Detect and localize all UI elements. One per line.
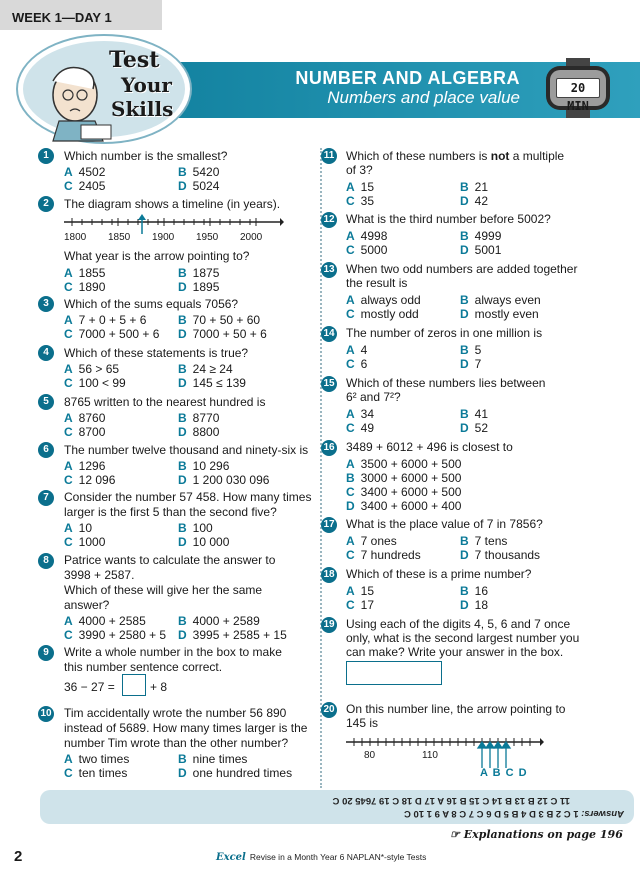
arrow-labels: A B C D bbox=[480, 767, 528, 779]
question-number: 2 bbox=[38, 196, 54, 212]
option-c[interactable]: C 7 hundreds bbox=[346, 548, 421, 562]
option-d[interactable]: D 8800 bbox=[178, 425, 220, 439]
page-subtitle: Numbers and place value bbox=[327, 88, 520, 107]
question-number: 15 bbox=[321, 376, 337, 392]
option-b[interactable]: B 16 bbox=[460, 584, 489, 598]
question-number: 11 bbox=[321, 148, 337, 164]
option-d[interactable]: D 10 000 bbox=[178, 535, 230, 549]
question-number: 18 bbox=[321, 567, 337, 583]
option-a[interactable]: A 15 bbox=[346, 180, 375, 194]
option-c[interactable]: C 12 096 bbox=[64, 473, 116, 487]
question-stem: What is the place value of 7 in 7856? bbox=[346, 517, 543, 531]
option-c[interactable]: C 7000 + 500 + 6 bbox=[64, 327, 160, 341]
option-b[interactable]: B 4999 bbox=[460, 229, 502, 243]
option-b[interactable]: B 41 bbox=[460, 407, 489, 421]
test-your-skills-badge bbox=[18, 36, 190, 142]
question-number: 4 bbox=[38, 345, 54, 361]
option-a[interactable]: A two times bbox=[64, 752, 130, 766]
option-a[interactable]: A 15 bbox=[346, 584, 375, 598]
option-c[interactable]: C 5000 bbox=[346, 243, 388, 257]
question-stem: Consider the number 57 458. How many times bbox=[64, 490, 312, 504]
badge-word-skills: Skills bbox=[111, 97, 174, 121]
option-c[interactable]: C 17 bbox=[346, 598, 375, 612]
option-c[interactable]: C ten times bbox=[64, 766, 128, 780]
question-stem: Which of these statements is true? bbox=[64, 346, 249, 360]
option-b[interactable]: B 100 bbox=[178, 521, 213, 535]
question-number: 17 bbox=[321, 517, 337, 533]
question-stem: the result is bbox=[346, 276, 408, 290]
question-number: 7 bbox=[38, 490, 54, 506]
option-a[interactable]: A 56 > 65 bbox=[64, 362, 120, 376]
question-stem: instead of 5689. How many times larger is the bbox=[64, 721, 308, 735]
question-stem: Write a whole number in the box to make bbox=[64, 645, 282, 659]
answer-box[interactable] bbox=[346, 661, 442, 685]
question-stem: Patrice wants to calculate the answer to bbox=[64, 553, 276, 567]
option-c[interactable]: C 2405 bbox=[64, 179, 106, 193]
option-b[interactable]: B 5 bbox=[460, 343, 482, 357]
option-a[interactable]: A 1855 bbox=[64, 266, 106, 280]
option-b[interactable]: B always even bbox=[460, 293, 541, 307]
question-stem: larger is the first 5 than the second five? bbox=[64, 505, 277, 519]
equation-left: 36 − 27 = bbox=[64, 680, 115, 694]
brand-logo: Excel bbox=[216, 852, 246, 863]
question-number: 19 bbox=[321, 617, 337, 633]
timeline-label: 1950 bbox=[196, 232, 219, 243]
option-d[interactable]: D 5001 bbox=[460, 243, 502, 257]
question-number: 9 bbox=[38, 645, 54, 661]
option-a[interactable]: A 4998 bbox=[346, 229, 388, 243]
footer-text: Excel Revise in a Month Year 6 NAPLAN*-style Tests bbox=[216, 852, 427, 863]
option-a[interactable]: A 4000 + 2585 bbox=[64, 614, 146, 628]
option-d[interactable]: D 7000 + 50 + 6 bbox=[178, 327, 267, 341]
question-number: 12 bbox=[321, 212, 337, 228]
question-number: 6 bbox=[38, 442, 54, 458]
question-stem: 145 is bbox=[346, 716, 379, 730]
option-c[interactable]: C 3990 + 2580 + 5 bbox=[64, 628, 167, 642]
option-a[interactable]: A always odd bbox=[346, 293, 421, 307]
timeline-label: 1900 bbox=[152, 232, 175, 243]
option-a[interactable]: A 8760 bbox=[64, 411, 106, 425]
option-b[interactable]: B 3000 + 6000 + 500 bbox=[346, 471, 462, 485]
option-a[interactable]: A 4 bbox=[346, 343, 368, 357]
question-stem: The diagram shows a timeline (in years). bbox=[64, 197, 281, 211]
question-stem: of 3? bbox=[346, 163, 373, 177]
option-c[interactable]: C 8700 bbox=[64, 425, 106, 439]
option-d[interactable]: D 3995 + 2585 + 15 bbox=[178, 628, 287, 642]
badge-word-test: Test bbox=[109, 47, 160, 73]
question-stem: Which of these numbers is not a multiple bbox=[346, 149, 565, 163]
question-number: 13 bbox=[321, 262, 337, 278]
option-b[interactable]: B 4000 + 2589 bbox=[178, 614, 260, 628]
option-d[interactable]: D 1895 bbox=[178, 280, 220, 294]
option-c[interactable]: C 100 < 99 bbox=[64, 376, 126, 390]
timeline-label: 1800 bbox=[64, 232, 87, 243]
option-b[interactable]: B 7 tens bbox=[460, 534, 508, 548]
option-d[interactable]: D 5024 bbox=[178, 179, 220, 193]
answer-box[interactable] bbox=[122, 674, 146, 696]
week-day-label: WEEK 1—DAY 1 bbox=[0, 0, 162, 30]
option-b[interactable]: B 10 296 bbox=[178, 459, 230, 473]
column-divider bbox=[320, 148, 322, 788]
option-d[interactable]: D one hundred times bbox=[178, 766, 293, 780]
answers-upside-down bbox=[40, 790, 634, 824]
option-a[interactable]: A 4502 bbox=[64, 165, 106, 179]
option-a[interactable]: A 3500 + 6000 + 500 bbox=[346, 457, 462, 471]
answers-band bbox=[40, 790, 634, 824]
question-stem: Which of these will give her the same bbox=[64, 583, 263, 597]
question-stem: 3998 + 2587. bbox=[64, 568, 135, 582]
option-a[interactable]: A 7 ones bbox=[346, 534, 397, 548]
timer-display: 20 MIN bbox=[556, 78, 600, 98]
option-a[interactable]: A 10 bbox=[64, 521, 93, 535]
question-number: 16 bbox=[321, 440, 337, 456]
timeline-label: 1850 bbox=[108, 232, 131, 243]
option-c[interactable]: C 1000 bbox=[64, 535, 106, 549]
option-c[interactable]: C 49 bbox=[346, 421, 375, 435]
option-d[interactable]: D 3400 + 6000 + 400 bbox=[346, 499, 462, 513]
question-stem: The number of zeros in one million is bbox=[346, 326, 543, 340]
question-stem: 8765 written to the nearest hundred is bbox=[64, 395, 266, 409]
option-b[interactable]: B 24 ≥ 24 bbox=[178, 362, 233, 376]
option-d[interactable]: D 52 bbox=[460, 421, 489, 435]
question-stem: What year is the arrow pointing to? bbox=[64, 249, 250, 263]
question-stem: answer? bbox=[64, 598, 110, 612]
explanations-link[interactable]: ☞ Explanations on page 196 bbox=[450, 828, 623, 841]
option-b[interactable]: B nine times bbox=[178, 752, 248, 766]
question-number: 10 bbox=[38, 706, 54, 722]
question-stem: On this number line, the arrow pointing to bbox=[346, 702, 566, 716]
answers-label: Answers: bbox=[581, 808, 624, 819]
question-stem: Using each of the digits 4, 5, 6 and 7 once bbox=[346, 617, 571, 631]
stopwatch-icon bbox=[542, 58, 614, 118]
question-stem: 6² and 7²? bbox=[346, 390, 401, 404]
option-b[interactable]: B 70 + 50 + 60 bbox=[178, 313, 261, 327]
number-line-label: 80 bbox=[364, 750, 376, 761]
question-number: 3 bbox=[38, 296, 54, 312]
option-d[interactable]: D mostly even bbox=[460, 307, 539, 321]
badge-word-your: Your bbox=[121, 73, 172, 97]
option-c[interactable]: C 35 bbox=[346, 194, 375, 208]
option-d[interactable]: D 7 bbox=[460, 357, 482, 371]
question-stem: Which of these is a prime number? bbox=[346, 567, 532, 581]
option-c[interactable]: C 1890 bbox=[64, 280, 106, 294]
option-b[interactable]: B 21 bbox=[460, 180, 489, 194]
question-number: 20 bbox=[321, 702, 337, 718]
question-stem: only, what is the second largest number you bbox=[346, 631, 580, 645]
timeline-label: 2000 bbox=[240, 232, 263, 243]
option-b[interactable]: B 5420 bbox=[178, 165, 220, 179]
question-stem: What is the third number before 5002? bbox=[346, 212, 551, 226]
number-line-label: 110 bbox=[422, 750, 438, 761]
option-b[interactable]: B 1875 bbox=[178, 266, 220, 280]
question-stem: Which of the sums equals 7056? bbox=[64, 297, 239, 311]
answers-line-2: 11 C 12 B 13 B 14 C 15 B 16 A 17 D 18 C 19 7645 20 C bbox=[332, 795, 570, 806]
question-stem: number Tim wrote than the other number? bbox=[64, 736, 289, 750]
option-b[interactable]: B 8770 bbox=[178, 411, 220, 425]
page-number: 2 bbox=[14, 848, 23, 865]
question-stem: can make? Write your answer in the box. bbox=[346, 645, 564, 659]
question-number: 5 bbox=[38, 394, 54, 410]
question-stem: 3489 + 6012 + 496 is closest to bbox=[346, 440, 513, 454]
question-stem: Which number is the smallest? bbox=[64, 149, 228, 163]
option-d[interactable]: D 42 bbox=[460, 194, 489, 208]
option-d[interactable]: D 18 bbox=[460, 598, 489, 612]
option-d[interactable]: D 145 ≤ 139 bbox=[178, 376, 246, 390]
equation-right: + 8 bbox=[150, 680, 168, 694]
question-stem: Which of these numbers lies between bbox=[346, 376, 546, 390]
answers-line-1: 1 C 2 B 3 D 4 B 5 D 6 C 7 C 8 A 9 1 10 C bbox=[404, 808, 579, 819]
question-number: 1 bbox=[38, 148, 54, 164]
question-stem: this number sentence correct. bbox=[64, 660, 223, 674]
option-d[interactable]: D 7 thousands bbox=[460, 548, 541, 562]
question-number: 8 bbox=[38, 553, 54, 569]
question-stem: Tim accidentally wrote the number 56 890 bbox=[64, 706, 287, 720]
option-a[interactable]: A 1296 bbox=[64, 459, 106, 473]
question-number: 14 bbox=[321, 326, 337, 342]
option-d[interactable]: D 1 200 030 096 bbox=[178, 473, 270, 487]
option-a[interactable]: A 34 bbox=[346, 407, 375, 421]
option-c[interactable]: C 6 bbox=[346, 357, 368, 371]
question-stem: The number twelve thousand and ninety-six is bbox=[64, 443, 309, 457]
page-title: NUMBER AND ALGEBRA bbox=[295, 68, 520, 88]
option-a[interactable]: A 7 + 0 + 5 + 6 bbox=[64, 313, 147, 327]
question-stem: When two odd numbers are added together bbox=[346, 262, 578, 276]
option-c[interactable]: C mostly odd bbox=[346, 307, 419, 321]
option-c[interactable]: C 3400 + 6000 + 500 bbox=[346, 485, 462, 499]
